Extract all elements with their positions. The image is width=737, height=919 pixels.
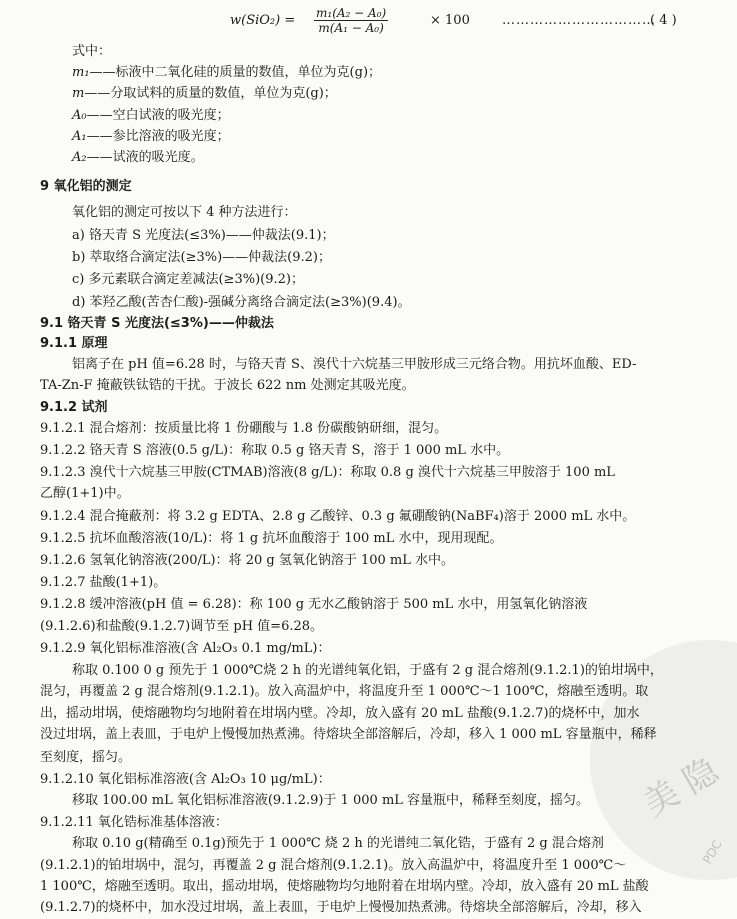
where-symbol: A₁	[72, 128, 87, 144]
reagent-9-1-2-10: 9.1.2.10 氧化铝标准溶液(含 Al₂O₃ 10 μg/mL)：	[40, 771, 331, 787]
reagent-9-1-2-2: 9.1.2.2 铬天青 S 溶液(0.5 g/L)：称取 0.5 g 铬天青 S，溶于 1 000 mL 水中。	[40, 443, 510, 458]
paragraph-9-1-2-9-line-2: 混匀，再覆盖 2 g 混合熔剂(9.1.2.1)。放入高温炉中，将温度升至 1 000℃～1 100℃，熔融至透明。取	[40, 684, 649, 699]
section-9-intro: 氧化铝的测定可按以下 4 种方法进行：	[72, 204, 297, 220]
reagent-9-1-2-8-cont: (9.1.2.6)和盐酸(9.1.2.7)调节至 pH 值=6.28。	[40, 618, 324, 634]
where-text: ——空白试液的吸光度；	[86, 107, 230, 123]
section-9-heading: 9 氧化铝的测定	[40, 178, 132, 194]
section-9-1-2-heading: 9.1.2 试剂	[40, 399, 108, 415]
where-item-a0	[72, 108, 230, 124]
where-text: ——试液的吸光度。	[86, 149, 204, 165]
where-item-a1	[72, 129, 230, 145]
reagent-9-1-2-8: 9.1.2.8 缓冲溶液(pH 值 = 6.28)：称 100 g 无水乙酸钠溶于 500 mL 水中，用氢氧化钠溶液	[40, 597, 588, 613]
reagent-9-1-2-7: 9.1.2.7 盐酸(1+1)。	[40, 575, 167, 591]
watermark-pdc: PDC	[700, 837, 725, 867]
formula-lhs: w(SiO₂) =	[230, 13, 296, 28]
paragraph-9-1-2-11-line-4: (9.1.2.7)的烧杯中，加水没过坩埚，盖上表皿，于电炉上慢慢加热煮沸。待熔块全部溶解后，冷却，移入	[40, 900, 642, 915]
reagent-9-1-2-3: 9.1.2.3 溴代十六烷基三甲胺(CTMAB)溶液(8 g/L)：称取 0.8 g 溴代十六烷基三甲胺溶于 100 mL	[40, 465, 615, 481]
formula-4	[230, 6, 700, 36]
reagent-9-1-2-9: 9.1.2.9 氧化铝标准溶液(含 Al₂O₃ 0.1 mg/mL)：	[40, 640, 331, 656]
paragraph-9-1-2-11-line-3: 1 100℃，熔融至透明。取出，摇动坩埚，使熔融物均匀地附着在坩埚内壁。冷却，放入盛有 20 mL 盐酸	[40, 878, 649, 894]
reagent-9-1-2-4: 9.1.2.4 混合掩蔽剂：将 3.2 g EDTA、2.8 g 乙酸锌、0.3 g 氟硼酸钠(NaBF₄)溶于 2000 mL 水中。	[40, 508, 636, 524]
paragraph-9-1-2-11-line-1: 称取 0.10 g(精确至 0.1g)预先于 1 000℃ 烧 2 h 的光谱纯二氧化锆，于盛有 2 g 混合熔剂	[72, 836, 604, 852]
reagent-9-1-2-5: 9.1.2.5 抗坏血酸溶液(10/L)：将 1 g 抗坏血酸溶于 100 mL 水中，现用现配。	[40, 530, 503, 546]
where-text: ——标液中二氧化硅的质量的数值，单位为克(g)；	[89, 65, 382, 81]
method-a: a) 铬天青 S 光度法(≤3%)——仲裁法(9.1)；	[72, 228, 335, 243]
paragraph-9-1-2-11-line-2: (9.1.2.1)的铂坩埚中，混匀，再覆盖 2 g 混合熔剂(9.1.2.1)。放入高温炉中，将温度升至 1 000℃～	[40, 857, 627, 873]
watermark-text: 美 隐	[637, 750, 726, 825]
where-text: ——分取试料的质量的数值，单位为克(g)；	[84, 86, 337, 102]
method-c: c) 多元素联合滴定差减法(≥3%)(9.2)；	[72, 272, 304, 288]
where-item-m1	[72, 65, 381, 81]
formula-denominator: m(A₁ − A₀)	[318, 21, 384, 35]
where-intro: 式中：	[72, 43, 112, 59]
paragraph-9-1-2-10: 移取 100.00 mL 氧化铝标准溶液(9.1.2.9)于 1 000 mL 容量瓶中，稀释至刻度，摇匀。	[72, 793, 590, 808]
formula-leader-dots: ……………………………	[502, 13, 656, 28]
reagent-9-1-2-11: 9.1.2.11 氧化锆标准基体溶液：	[40, 815, 228, 831]
paragraph-9-1-2-9-line-3: 出，摇动坩埚，使熔融物均匀地附着在坩埚内壁。冷却，放入盛有 20 mL 盐酸(9.1.2.7)的烧杯中，加水	[40, 706, 640, 722]
section-9-1-heading: 9.1 铬天青 S 光度法(≤3%)——仲裁法	[40, 315, 274, 331]
formula-multiplier: × 100	[430, 13, 470, 28]
section-9-1-1-heading: 9.1.1 原理	[40, 336, 108, 351]
where-item-a2	[72, 150, 204, 166]
formula-numerator: m₁(A₂ − A₀)	[316, 6, 387, 20]
method-d: d) 苯羟乙酸(苦杏仁酸)-强碱分离络合滴定法(≥3%)(9.4)。	[72, 294, 411, 310]
where-symbol: A₂	[72, 149, 87, 165]
where-symbol: m	[72, 86, 85, 102]
reagent-9-1-2-3-cont: 乙醇(1+1)中。	[40, 486, 130, 502]
reagent-9-1-2-1: 9.1.2.1 混合熔剂：按质量比将 1 份硼酸与 1.8 份碳酸钠研细，混匀。	[40, 420, 448, 436]
where-symbol: A₀	[72, 107, 87, 123]
method-b: b) 萃取络合滴定法(≥3%)——仲裁法(9.2)；	[72, 250, 332, 266]
where-symbol: m₁	[72, 65, 90, 81]
principle-line-2: TA-Zn-F 掩蔽铁钛锆的干扰。于波长 622 nm 处测定其吸光度。	[40, 378, 415, 394]
where-item-m	[72, 86, 337, 102]
formula-number: ( 4 )	[650, 13, 677, 28]
reagent-9-1-2-6: 9.1.2.6 氢氧化钠溶液(200/L)：将 20 g 氢氧化钠溶于 100 mL 水中。	[40, 552, 455, 568]
paragraph-9-1-2-9-line-1: 称取 0.100 0 g 预先于 1 000℃烧 2 h 的光谱纯氧化铝，于盛有 2 g 混合熔剂(9.1.2.1)的铂坩埚中，	[72, 662, 663, 678]
paragraph-9-1-2-9-line-4: 没过坩埚，盖上表皿，于电炉上慢慢加热煮沸。待熔块全部溶解后，冷却，移入 1 000 mL 容量瓶中，稀释	[40, 727, 657, 743]
paragraph-9-1-2-9-line-5: 至刻度，摇匀。	[40, 749, 132, 765]
where-text: ——参比溶液的吸光度；	[86, 128, 230, 144]
formula-fraction	[314, 6, 388, 35]
principle-line-1: 铝离子在 pH 值=6.28 时，与铬天青 S、溴代十六烷基三甲胺形成三元络合物。用抗坏血酸、ED-	[72, 357, 637, 373]
